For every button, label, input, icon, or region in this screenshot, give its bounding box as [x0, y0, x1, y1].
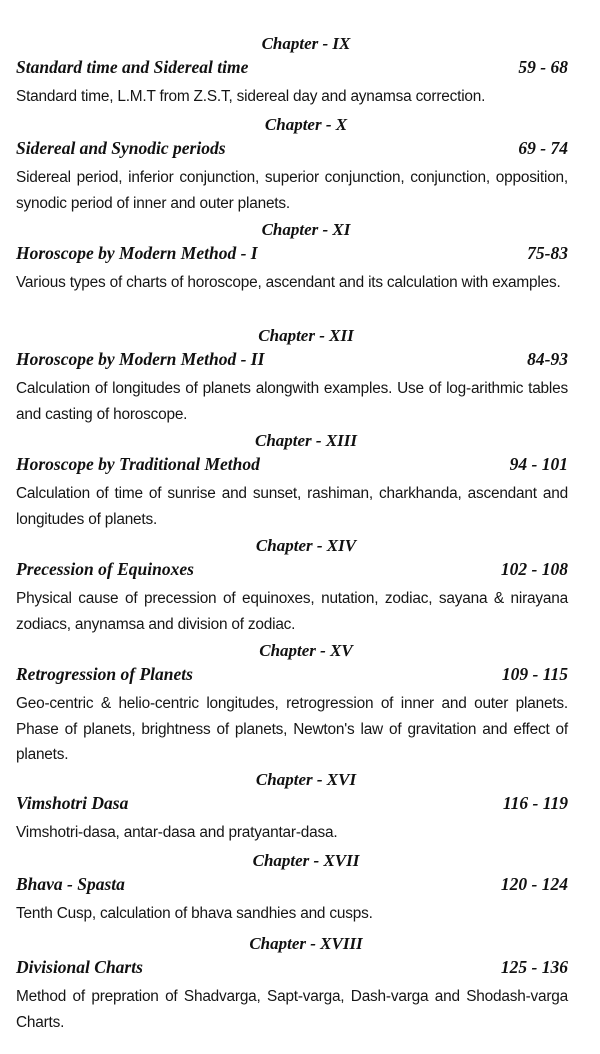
chapter-title: Sidereal and Synodic periods — [16, 138, 226, 158]
chapter-page-range: 109 - 115 — [501, 664, 568, 684]
chapter-title-row — [0, 56, 600, 78]
chapter-description: Geo-centric & helio-centric longitudes, retrogression of inner and outer planets. Phase of planets, brightness of planets, Newton's law of gravitation and effect of planets. — [16, 695, 568, 763]
chapter-description: Calculation of time of sunrise and sunset, rashiman, charkhanda, ascendant and longitudes of planets. — [16, 485, 568, 528]
chapter-description: Calculation of longitudes of planets alongwith examples. Use of log-arithmic tables and casting of horoscope. — [16, 380, 568, 423]
chapter-entry-ix — [0, 34, 600, 110]
chapter-page-range: 120 - 124 — [500, 874, 568, 894]
chapter-heading: Chapter - X — [264, 115, 348, 134]
chapter-title: Horoscope by Modern Method - I — [16, 243, 258, 263]
chapter-title-row — [0, 956, 600, 978]
chapter-entry-xiii — [0, 431, 600, 532]
chapter-heading: Chapter - XVI — [255, 770, 357, 789]
chapter-page-range: 84-93 — [527, 349, 568, 369]
chapter-entry-xv — [0, 641, 600, 768]
chapter-title: Divisional Charts — [16, 957, 143, 977]
chapter-description: Standard time, L.M.T from Z.S.T, sidereal day and aynamsa correction. — [16, 88, 486, 105]
chapter-title-row — [0, 453, 600, 475]
chapter-description: Various types of charts of horoscope, ascendant and its calculation with examples. — [16, 274, 561, 291]
chapter-page-range: 94 - 101 — [509, 454, 568, 474]
chapter-title: Horoscope by Modern Method - II — [16, 349, 265, 369]
chapter-title-row — [0, 873, 600, 895]
chapter-description: Vimshotri-dasa, antar-dasa and pratyantar-dasa. — [16, 824, 338, 841]
chapter-page-range: 59 - 68 — [518, 57, 568, 77]
chapter-heading: Chapter - XVII — [252, 851, 360, 870]
chapter-title-row — [0, 242, 600, 264]
chapter-page-range: 75-83 — [527, 243, 568, 263]
chapter-entry-xvi — [0, 770, 600, 846]
chapter-title-row — [0, 558, 600, 580]
chapter-heading: Chapter - XVIII — [249, 934, 363, 953]
chapter-entry-xiv — [0, 536, 600, 637]
chapter-entry-xi — [0, 220, 600, 296]
chapter-title-row — [0, 348, 600, 370]
chapter-title-row — [0, 663, 600, 685]
chapter-title: Vimshotri Dasa — [16, 793, 129, 813]
chapter-title: Precession of Equinoxes — [16, 559, 194, 579]
chapter-title-row — [0, 137, 600, 159]
chapter-entry-xvii — [0, 851, 600, 927]
chapter-title: Horoscope by Traditional Method — [16, 454, 260, 474]
chapter-entry-xii — [0, 326, 600, 427]
chapter-title: Bhava - Spasta — [16, 874, 125, 894]
chapter-entry-xviii — [0, 934, 600, 1035]
chapter-heading: Chapter - XIV — [255, 536, 357, 555]
chapter-title-row — [0, 792, 600, 814]
chapter-description: Method of prepration of Shadvarga, Sapt-varga, Dash-varga and Shodash-varga Charts. — [16, 988, 568, 1031]
chapter-heading: Chapter - XII — [258, 326, 354, 345]
chapter-description: Tenth Cusp, calculation of bhava sandhies and cusps. — [16, 905, 373, 922]
chapter-title: Standard time and Sidereal time — [16, 57, 249, 77]
chapter-heading: Chapter - XI — [261, 220, 351, 239]
chapter-page-range: 102 - 108 — [500, 559, 568, 579]
chapter-page-range: 116 - 119 — [502, 793, 568, 813]
chapter-page-range: 125 - 136 — [500, 957, 568, 977]
chapter-description: Physical cause of precession of equinoxes, nutation, zodiac, sayana & nirayana zodiacs, anynamsa and division of zodiac. — [16, 590, 568, 633]
chapter-heading: Chapter - XIII — [254, 431, 358, 450]
chapter-heading: Chapter - IX — [261, 34, 351, 53]
chapter-entry-x — [0, 115, 600, 216]
chapter-page-range: 69 - 74 — [518, 138, 568, 158]
chapter-description: Sidereal period, inferior conjunction, superior conjunction, conjunction, opposition, synodic period of inner and outer planets. — [16, 169, 568, 212]
chapter-title: Retrogression of Planets — [16, 664, 193, 684]
chapter-heading: Chapter - XV — [259, 641, 353, 660]
